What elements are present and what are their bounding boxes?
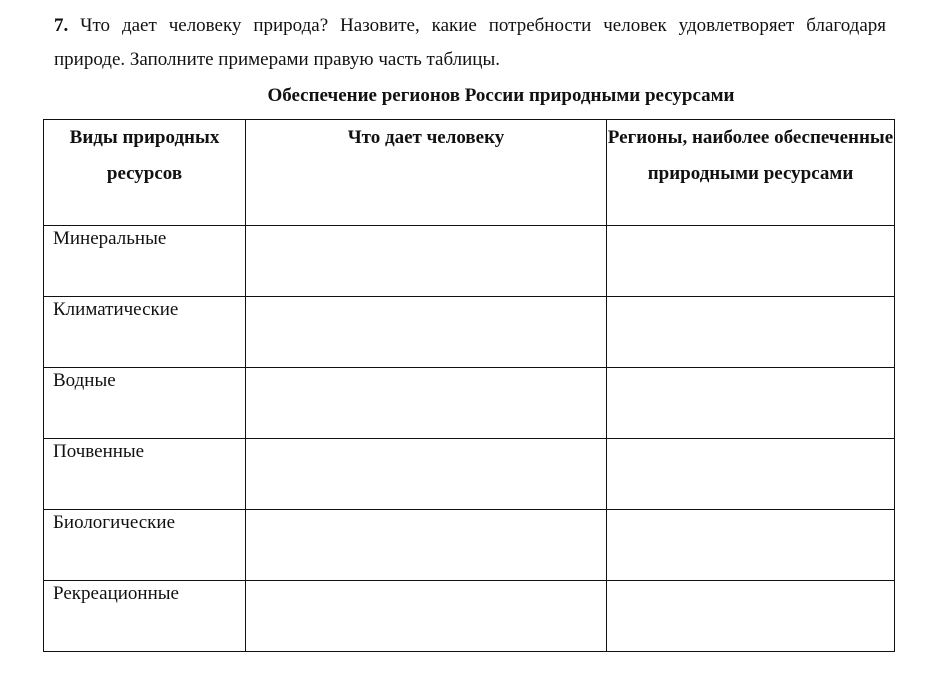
resource-type-cell: Климатические bbox=[44, 297, 246, 368]
what-gives-cell[interactable] bbox=[246, 226, 607, 297]
task-text: Что дает человеку природа? Назовите, какие потребности человек удовлетворяет благодаря природе. Заполните примерами правую часть таблицы. bbox=[54, 15, 886, 70]
resource-type-cell: Почвенные bbox=[44, 439, 246, 510]
table-header-row bbox=[44, 120, 895, 226]
resources-table bbox=[43, 119, 895, 652]
table-row bbox=[44, 439, 895, 510]
what-gives-cell[interactable] bbox=[246, 297, 607, 368]
header-resource-type: Виды природных ресурсов bbox=[44, 120, 246, 226]
table-title: Обеспечение регионов России природными ресурсами bbox=[267, 85, 735, 106]
regions-cell[interactable] bbox=[607, 368, 895, 439]
regions-cell[interactable] bbox=[607, 439, 895, 510]
regions-cell[interactable] bbox=[607, 581, 895, 652]
what-gives-cell[interactable] bbox=[246, 368, 607, 439]
regions-cell[interactable] bbox=[607, 510, 895, 581]
table-row bbox=[44, 368, 895, 439]
what-gives-cell[interactable] bbox=[246, 581, 607, 652]
task-number: 7. bbox=[54, 15, 69, 36]
header-regions: Регионы, наиболее обеспеченные природными ресурсами bbox=[607, 120, 895, 226]
table-row bbox=[44, 581, 895, 652]
header-what-gives: Что дает человеку bbox=[246, 120, 607, 226]
resource-type-cell: Биологические bbox=[44, 510, 246, 581]
table-row bbox=[44, 226, 895, 297]
task-paragraph bbox=[54, 9, 886, 77]
resource-type-cell: Минеральные bbox=[44, 226, 246, 297]
table-row bbox=[44, 510, 895, 581]
regions-cell[interactable] bbox=[607, 297, 895, 368]
table-row bbox=[44, 297, 895, 368]
resource-type-cell: Водные bbox=[44, 368, 246, 439]
what-gives-cell[interactable] bbox=[246, 439, 607, 510]
regions-cell[interactable] bbox=[607, 226, 895, 297]
what-gives-cell[interactable] bbox=[246, 510, 607, 581]
resource-type-cell: Рекреационные bbox=[44, 581, 246, 652]
